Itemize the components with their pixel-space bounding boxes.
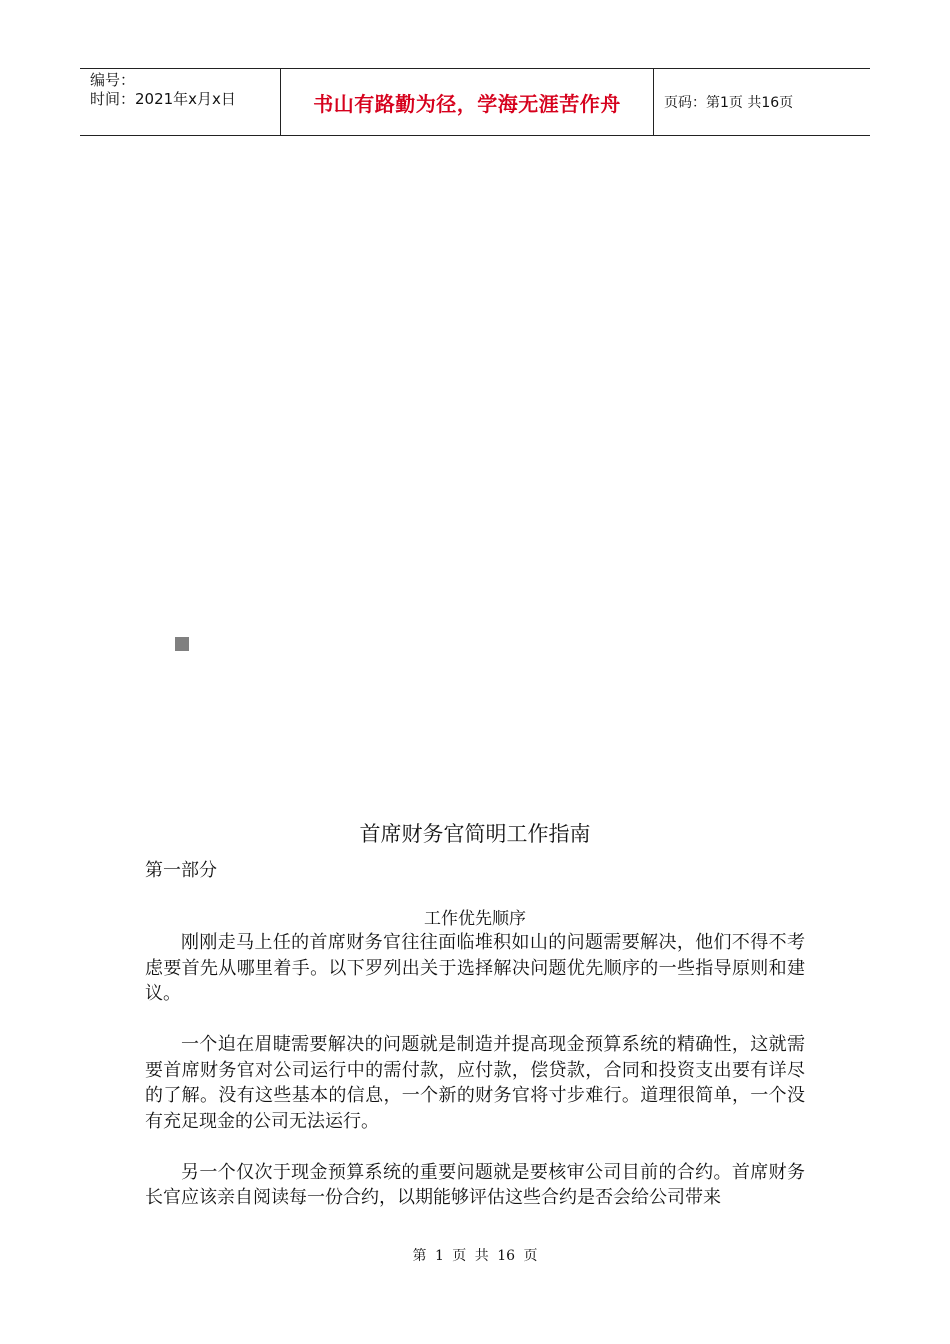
document-number-label: 编号： [90,71,136,89]
section-title: 工作优先顺序 [424,909,526,929]
paragraph: 另一个仅次于现金预算系统的重要问题就是要核审公司目前的合约。首席财务长官应该亲自阅读每一份合约，以期能够评估这些合约是否会给公司带来 [145,1161,805,1208]
header-motto: 书山有路勤为径，学海无涯苦作舟 [281,69,654,135]
part-heading: 第一部分 [145,860,217,881]
document-title: 首席财务官简明工作指南 [359,822,591,846]
paragraph: 一个迫在眉睫需要解决的问题就是制造并提高现金预算系统的精确性，这就需要首席财务官对公司运行中的需付款，应付款，偿贷款，合同和投资支出要有详尽的了解。没有这些基本的信息，一个新的财务官将寸步难行。道理很简单，一个没有充足现金的公司无法运行。 [145,1034,805,1132]
page-header [80,68,870,136]
document-body [145,930,805,1236]
square-bullet-icon [175,637,189,651]
paragraph: 刚刚走马上任的首席财务官往往面临堆积如山的问题需要解决，他们不得不考虑要首先从哪里着手。以下罗列出关于选择解决问题优先顺序的一些指导原则和建议。 [145,932,805,1004]
header-page-info: 页码：第1页 共16页 [664,95,794,111]
document-time-label: 时间：2021年x月x日 [90,90,236,108]
header-meta [80,69,281,135]
page-footer: 第 1 页 共 16 页 [412,1248,538,1264]
